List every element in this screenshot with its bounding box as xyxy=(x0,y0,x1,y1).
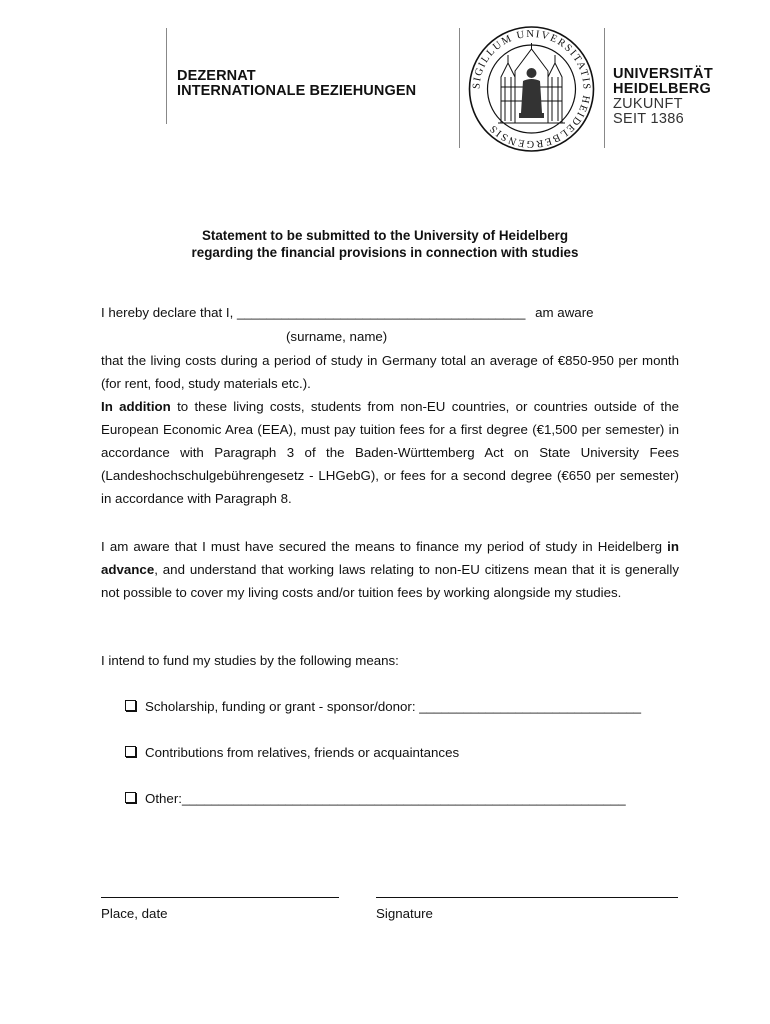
university-line4: SEIT 1386 xyxy=(613,111,684,127)
checkbox-scholarship[interactable] xyxy=(125,700,136,711)
awareness-bold: in advance xyxy=(101,539,679,577)
seal-inscription: SIGILLUM UNIVERSITATIS HEIDELBERGENSIS xyxy=(471,28,592,150)
declaration-prefix: I hereby declare that I, xyxy=(101,305,238,320)
university-name xyxy=(613,67,713,127)
title-line2: regarding the financial provisions in connection with studies xyxy=(191,245,579,260)
header-divider-right xyxy=(604,28,605,148)
checkbox-other[interactable] xyxy=(125,792,136,803)
cost-text: that the living costs during a period of study in Germany total an average of €850-950 per month (for rent, food, study materials etc.). xyxy=(101,353,679,391)
option-other-label: Other:____________________________________________________________ xyxy=(145,791,626,806)
declaration-line xyxy=(101,305,594,320)
option-contributions[interactable] xyxy=(125,745,459,760)
checkbox-contributions[interactable] xyxy=(125,746,136,757)
header-divider-middle xyxy=(459,28,460,148)
addition-text: to these living costs, students from non-EU countries, or countries outside of the European Economic Area (EEA), must pay tuition fees for a first degree (€1,500 per semester) in accordance with Paragraph 3 of the Baden-Württemberg Act on State University Fees (Landeshochschulgebührengesetz - LHGebG), or fees for a second degree (€650 per semester) in accordance with Paragraph 8. xyxy=(101,399,679,506)
place-date-line[interactable] xyxy=(101,897,339,898)
name-field-hint: (surname, name) xyxy=(286,329,388,344)
option-scholarship[interactable] xyxy=(125,699,641,714)
addition-bold: In addition xyxy=(101,399,171,414)
cost-paragraph xyxy=(101,349,679,510)
place-date-label: Place, date xyxy=(101,906,168,921)
university-line1: UNIVERSITÄT xyxy=(613,66,713,82)
signature-line[interactable] xyxy=(376,897,678,898)
awareness-text-after: , and understand that working laws relating to non-EU citizens mean that it is generally not possible to cover my living costs and/or tuition fees by working alongside my studies. xyxy=(101,562,679,600)
awareness-text-before: I am aware that I must have secured the means to finance my period of study in Heidelberg xyxy=(101,539,668,554)
department-line1: DEZERNAT xyxy=(177,68,256,84)
signature-label: Signature xyxy=(376,906,433,921)
header-divider-left xyxy=(166,28,167,124)
declaration-suffix: am aware xyxy=(535,305,594,320)
awareness-paragraph xyxy=(101,535,679,604)
name-blank[interactable]: _______________________________________ xyxy=(237,305,526,320)
department-name xyxy=(177,69,416,99)
title-line1: Statement to be submitted to the University of Heidelberg xyxy=(201,228,569,243)
means-intro: I intend to fund my studies by the following means: xyxy=(101,653,399,668)
option-scholarship-label: Scholarship, funding or grant - sponsor/donor: ______________________________ xyxy=(145,699,642,714)
option-contributions-label: Contributions from relatives, friends or acquaintances xyxy=(145,745,460,760)
university-line3: ZUKUNFT xyxy=(613,96,683,112)
university-seal-icon xyxy=(468,25,595,153)
university-line2: HEIDELBERG xyxy=(613,81,712,97)
page-title xyxy=(100,227,670,261)
department-line2: INTERNATIONALE BEZIEHUNGEN xyxy=(177,83,417,99)
option-other[interactable] xyxy=(125,791,626,806)
